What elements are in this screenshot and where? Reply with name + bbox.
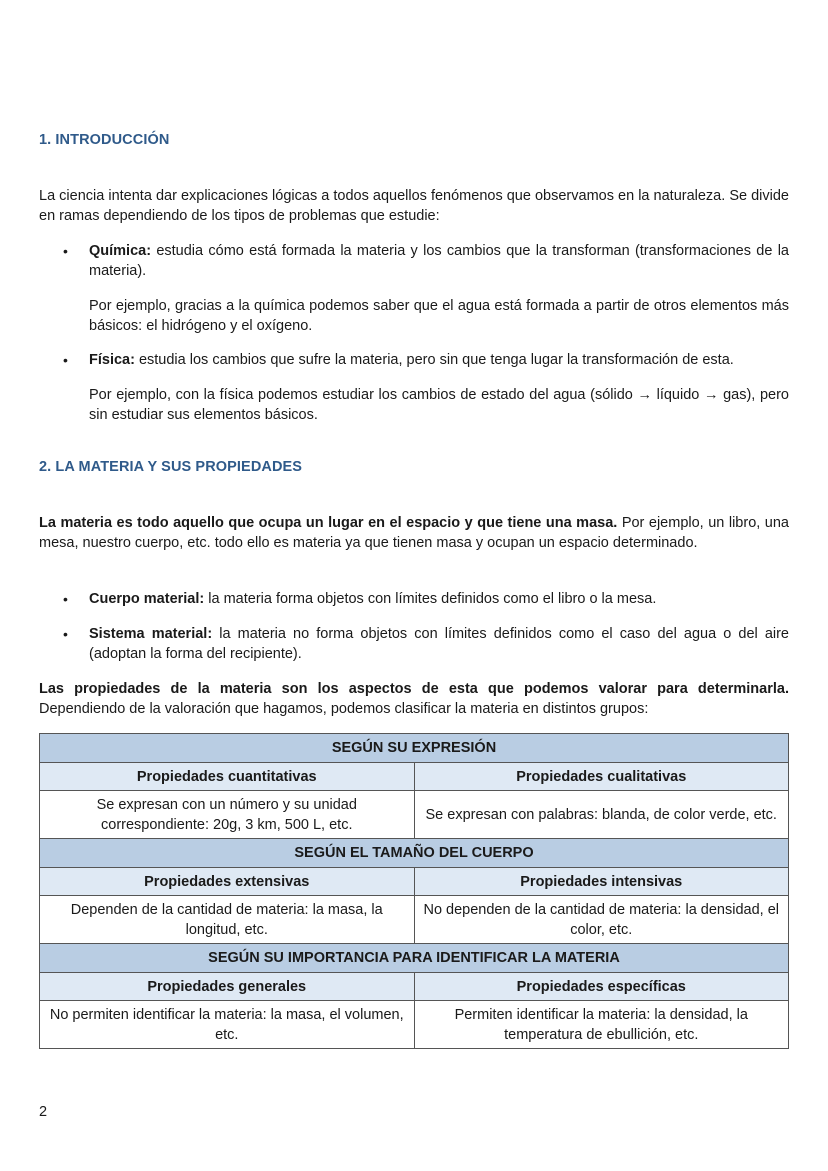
table-header-row [40,868,789,896]
section-title: SEGÚN SU IMPORTANCIA PARA IDENTIFICAR LA MATERIA [40,944,789,973]
bullet-icon: • [63,352,68,368]
list-item-sistema-material [89,624,789,664]
table-row [40,896,789,944]
definition-paragraph [39,513,789,553]
list-item-cuerpo-material [89,589,789,609]
bullet-icon: • [63,243,68,259]
text-quimica: estudia cómo está formada la materia y los cambios que la transforman (transformaciones de la materia). [89,243,789,279]
table-row [40,791,789,839]
table-section-row [40,734,789,763]
column-header: Propiedades extensivas [40,868,415,896]
term-sistema-material: Sistema material: [89,626,213,642]
table-cell: Dependen de la cantidad de materia: la masa, la longitud, etc. [40,896,415,944]
table-section-row [40,839,789,868]
example-fisica: Por ejemplo, con la física podemos estudiar los cambios de estado del agua (sólido → líquido → gas), pero sin estudiar sus elementos básicos. [89,387,789,423]
table-header-row [40,973,789,1001]
term-cuerpo-material: Cuerpo material: [89,591,205,607]
table-section-row [40,944,789,973]
term-fisica: Física: [89,352,135,368]
properties-bold: Las propiedades de la materia son los aspectos de esta que podemos valorar para determinarla. [39,681,789,697]
properties-rest: Dependiendo de la valoración que hagamos, podemos clasificar la materia en distintos grupos: [39,701,649,717]
properties-paragraph [39,679,789,719]
definition-rest: Por ejemplo, un libro, una mesa, nuestro cuerpo, etc. todo ello es materia ya que tienen masa y ocupan un espacio determinado. [39,515,790,551]
definition-bold: La materia es todo aquello que ocupa un lugar en el espacio y que tiene una masa. [39,515,618,531]
table-cell: Se expresan con un número y su unidad correspondiente: 20g, 3 km, 500 L, etc. [40,791,415,839]
table-cell: Permiten identificar la materia: la densidad, la temperatura de ebullición, etc. [414,1001,789,1049]
intro-paragraph: La ciencia intenta dar explicaciones lógicas a todos aquellos fenómenos que observamos en la naturaleza. Se divide en ramas dependiendo de los tipos de problemas que estudie: [39,188,789,224]
column-header: Propiedades específicas [414,973,789,1001]
list-item-fisica [89,350,789,370]
page-number: 2 [39,1104,48,1120]
table-cell: Se expresan con palabras: blanda, de color verde, etc. [414,791,789,839]
term-quimica: Química: [89,243,152,259]
bullet-icon: • [63,591,68,607]
table-row [40,1001,789,1049]
column-header: Propiedades generales [40,973,415,1001]
section-heading-introduccion: 1. INTRODUCCIÓN [39,132,170,148]
properties-table [39,733,789,1049]
column-header: Propiedades intensivas [414,868,789,896]
text-sistema-material: la materia no forma objetos con límites definidos como el caso del agua o del aire (adoptan la forma del recipiente). [89,626,789,662]
table-cell: No permiten identificar la materia: la masa, el volumen, etc. [40,1001,415,1049]
section-title: SEGÚN SU EXPRESIÓN [40,734,789,763]
column-header: Propiedades cuantitativas [40,763,415,791]
text-fisica: estudia los cambios que sufre la materia, pero sin que tenga lugar la transformación de esta. [134,352,734,368]
column-header: Propiedades cualitativas [414,763,789,791]
list-item-quimica [89,241,789,281]
section-heading-materia: 2. LA MATERIA Y SUS PROPIEDADES [39,459,303,475]
table-header-row [40,763,789,791]
table-cell: No dependen de la cantidad de materia: la densidad, el color, etc. [414,896,789,944]
bullet-icon: • [63,626,68,642]
section-title: SEGÚN EL TAMAÑO DEL CUERPO [40,839,789,868]
text-cuerpo-material: la materia forma objetos con límites definidos como el libro o la mesa. [204,591,657,607]
example-quimica: Por ejemplo, gracias a la química podemos saber que el agua está formada a partir de otros elementos más básicos: el hidrógeno y el oxígeno. [89,298,789,334]
